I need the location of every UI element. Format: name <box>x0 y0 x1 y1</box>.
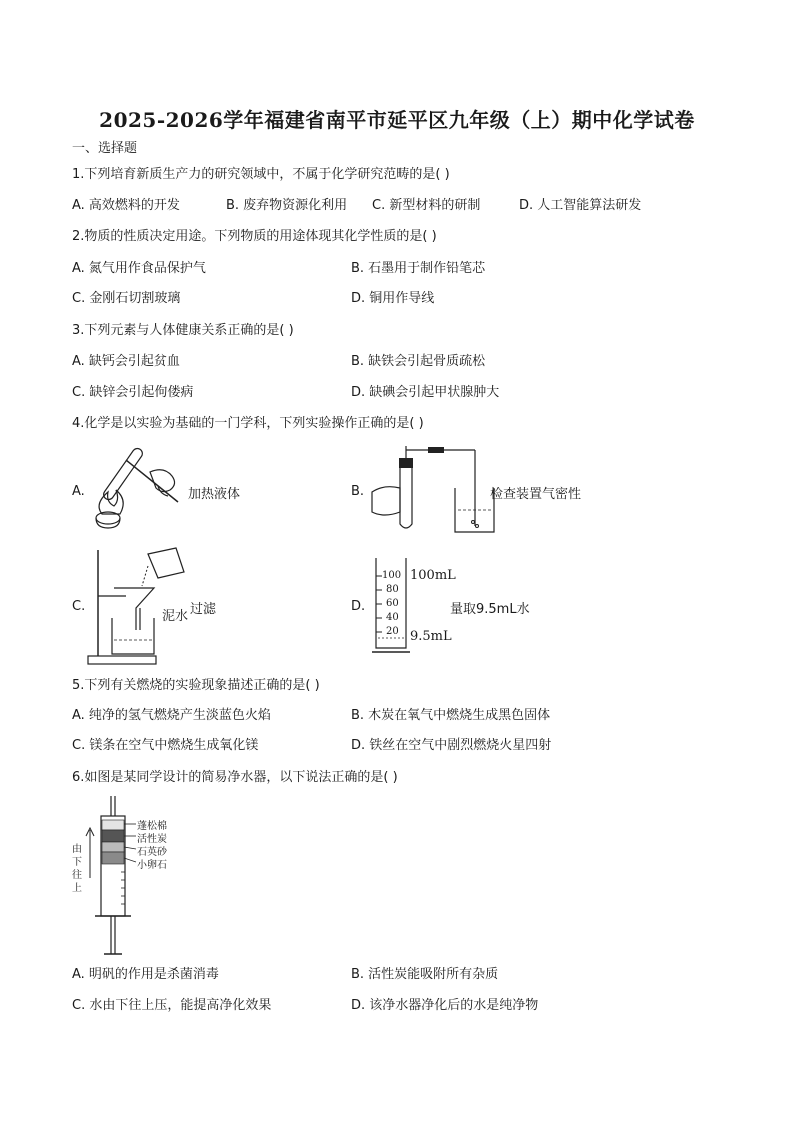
cylinder-tick-40: 40 <box>386 612 399 623</box>
q5-option-c[interactable]: C. 镁条在空气中燃烧生成氧化镁 <box>72 738 259 753</box>
q1-option-c[interactable]: C. 新型材料的研制 <box>372 198 481 213</box>
q4-d-top-caption: 100mL <box>410 568 456 583</box>
question-4-stem: 4.化学是以实验为基础的一门学科，下列实验操作正确的是( ) <box>72 416 424 431</box>
q4-c-mud-caption: 泥水 <box>162 609 189 624</box>
purifier-side-char-2: 下 <box>72 857 82 868</box>
q4-option-d-label[interactable]: D. <box>351 599 366 614</box>
purifier-label-cotton: 蓬松棉 <box>137 821 167 832</box>
q4-d-bottom-caption: 9.5mL <box>410 629 452 644</box>
q4-option-b-label[interactable]: B. <box>351 484 365 499</box>
question-3-stem: 3.下列元素与人体健康关系正确的是( ) <box>72 323 294 338</box>
question-1-stem: 1.下列培育新质生产力的研究领域中，不属于化学研究范畴的是( ) <box>72 167 450 182</box>
q1-option-a[interactable]: A. 高效燃料的开发 <box>72 198 180 213</box>
q6-option-c[interactable]: C. 水由下往上压，能提高净化效果 <box>72 998 272 1013</box>
q4-option-a-label[interactable]: A. <box>72 484 85 499</box>
question-6-stem: 6.如图是某同学设计的简易净水器，以下说法正确的是( ) <box>72 770 398 785</box>
q5-option-d[interactable]: D. 铁丝在空气中剧烈燃烧火星四射 <box>351 738 552 753</box>
q5-option-a[interactable]: A. 纯净的氢气燃烧产生淡蓝色火焰 <box>72 708 271 723</box>
q6-option-a[interactable]: A. 明矾的作用是杀菌消毒 <box>72 967 219 982</box>
cylinder-tick-100: 100 <box>382 570 402 581</box>
cylinder-tick-60: 60 <box>386 598 399 609</box>
exam-title: 2025-2026学年福建省南平市延平区九年级（上）期中化学试卷 <box>99 108 695 132</box>
q4-d-caption: 量取9.5mL水 <box>450 602 530 617</box>
purifier-side-char-3: 往 <box>72 870 82 881</box>
purifier-side-char-4: 上 <box>72 883 82 894</box>
cylinder-tick-80: 80 <box>386 584 399 595</box>
cylinder-tick-20: 20 <box>386 626 399 637</box>
q4-b-caption: 检查装置气密性 <box>490 487 582 502</box>
q4-c-caption: 过滤 <box>190 602 217 617</box>
q2-option-d[interactable]: D. 铜用作导线 <box>351 291 435 306</box>
q2-option-c[interactable]: C. 金刚石切割玻璃 <box>72 291 181 306</box>
q3-option-a[interactable]: A. 缺钙会引起贫血 <box>72 354 180 369</box>
q5-option-b[interactable]: B. 木炭在氧气中燃烧生成黑色固体 <box>351 708 551 723</box>
q4-option-c-label[interactable]: C. <box>72 599 86 614</box>
q3-option-d[interactable]: D. 缺碘会引起甲状腺肿大 <box>351 385 500 400</box>
q1-option-d[interactable]: D. 人工智能算法研发 <box>519 198 642 213</box>
q3-option-b[interactable]: B. 缺铁会引起骨质疏松 <box>351 354 486 369</box>
purifier-label-pebbles: 小卵石 <box>137 860 167 871</box>
q6-option-b[interactable]: B. 活性炭能吸附所有杂质 <box>351 967 499 982</box>
question-2-stem: 2.物质的性质决定用途。下列物质的用途体现其化学性质的是( ) <box>72 229 437 244</box>
q4-a-caption: 加热液体 <box>188 487 241 502</box>
heating-liquid-figure <box>88 442 193 532</box>
purifier-label-carbon: 活性炭 <box>137 834 167 845</box>
section-heading: 一、选择题 <box>72 141 138 156</box>
q1-option-b[interactable]: B. 废弃物资源化利用 <box>226 198 348 213</box>
q6-option-d[interactable]: D. 该净水器净化后的水是纯净物 <box>351 998 539 1013</box>
q2-option-b[interactable]: B. 石墨用于制作铅笔芯 <box>351 261 486 276</box>
airtightness-figure <box>370 446 495 536</box>
q3-option-c[interactable]: C. 缺锌会引起佝偻病 <box>72 385 194 400</box>
question-5-stem: 5.下列有关燃烧的实验现象描述正确的是( ) <box>72 678 320 693</box>
purifier-label-sand: 石英砂 <box>137 847 167 858</box>
purifier-side-char-1: 由 <box>72 844 82 855</box>
q2-option-a[interactable]: A. 氮气用作食品保护气 <box>72 261 206 276</box>
